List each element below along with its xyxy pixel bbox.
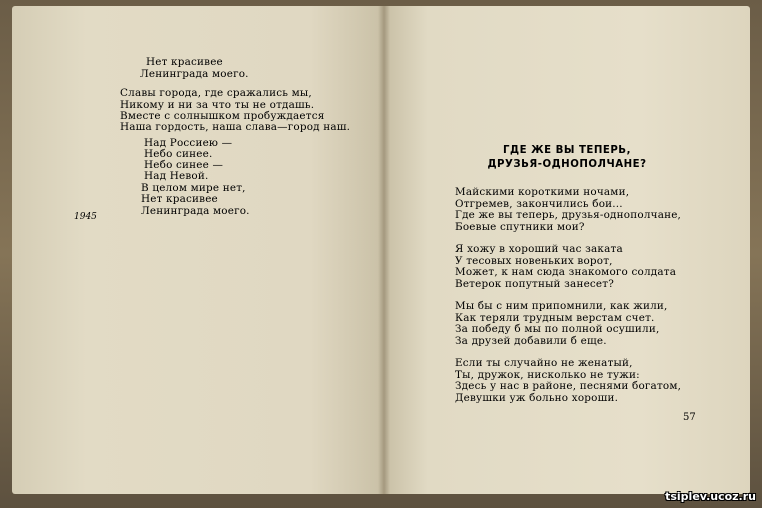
right-line: Как теряли трудным верстам счет. <box>455 312 655 324</box>
right-line: Отгремев, закончились бои... <box>455 198 623 210</box>
poem-title-line-1: ГДЕ ЖЕ ВЫ ТЕПЕРЬ, <box>503 145 631 156</box>
left-line: Ленинграда моего. <box>140 68 249 80</box>
right-line: Может, к нам сюда знакомого солдата <box>455 266 677 278</box>
book-gutter <box>378 6 390 494</box>
left-line: Ленинграда моего. <box>141 205 250 217</box>
right-line: Мы бы с ним припомнили, как жили, <box>455 300 668 312</box>
right-line: Здесь у нас в районе, песнями богатом, <box>455 380 682 392</box>
right-line: Если ты случайно не женатый, <box>455 357 633 369</box>
right-line: Девушки уж больно хороши. <box>455 392 619 404</box>
right-line: Где же вы теперь, друзья-однополчане, <box>455 209 682 221</box>
poem-year: 1945 <box>74 212 97 222</box>
site-watermark: tsiplev.ucoz.ru <box>665 490 756 503</box>
left-line: Никому и ни за что ты не отдашь. <box>120 99 315 111</box>
left-line: Наша гордость, наша слава—город наш. <box>120 121 351 133</box>
left-line: Над Россиею — <box>144 137 233 149</box>
page-number: 57 <box>683 412 696 423</box>
right-line: У тесовых новеньких ворот, <box>455 255 613 267</box>
left-line: Славы города, где сражались мы, <box>120 87 312 99</box>
right-line: Я хожу в хороший час заката <box>455 243 623 255</box>
poem-title-line-2: ДРУЗЬЯ-ОДНОПОЛЧАНЕ? <box>487 159 647 170</box>
right-line: Майскими короткими ночами, <box>455 186 630 198</box>
left-line: Нет красивее <box>141 193 218 205</box>
right-line: Боевые спутники мои? <box>455 221 585 233</box>
right-line: Ты, дружок, нисколько не тужи: <box>455 369 640 381</box>
left-line: Нет красивее <box>146 56 223 68</box>
left-line: Над Невой. <box>144 170 209 182</box>
left-line: В целом мире нет, <box>141 182 246 194</box>
left-line: Вместе с солнышком пробуждается <box>120 110 325 122</box>
left-line: Небо синее — <box>144 159 224 171</box>
left-line: Небо синее. <box>144 148 213 160</box>
right-line: За победу б мы по полной осушили, <box>455 323 660 335</box>
right-line: За друзей добавили б еще. <box>455 335 607 347</box>
right-line: Ветерок попутный занесет? <box>455 278 615 290</box>
